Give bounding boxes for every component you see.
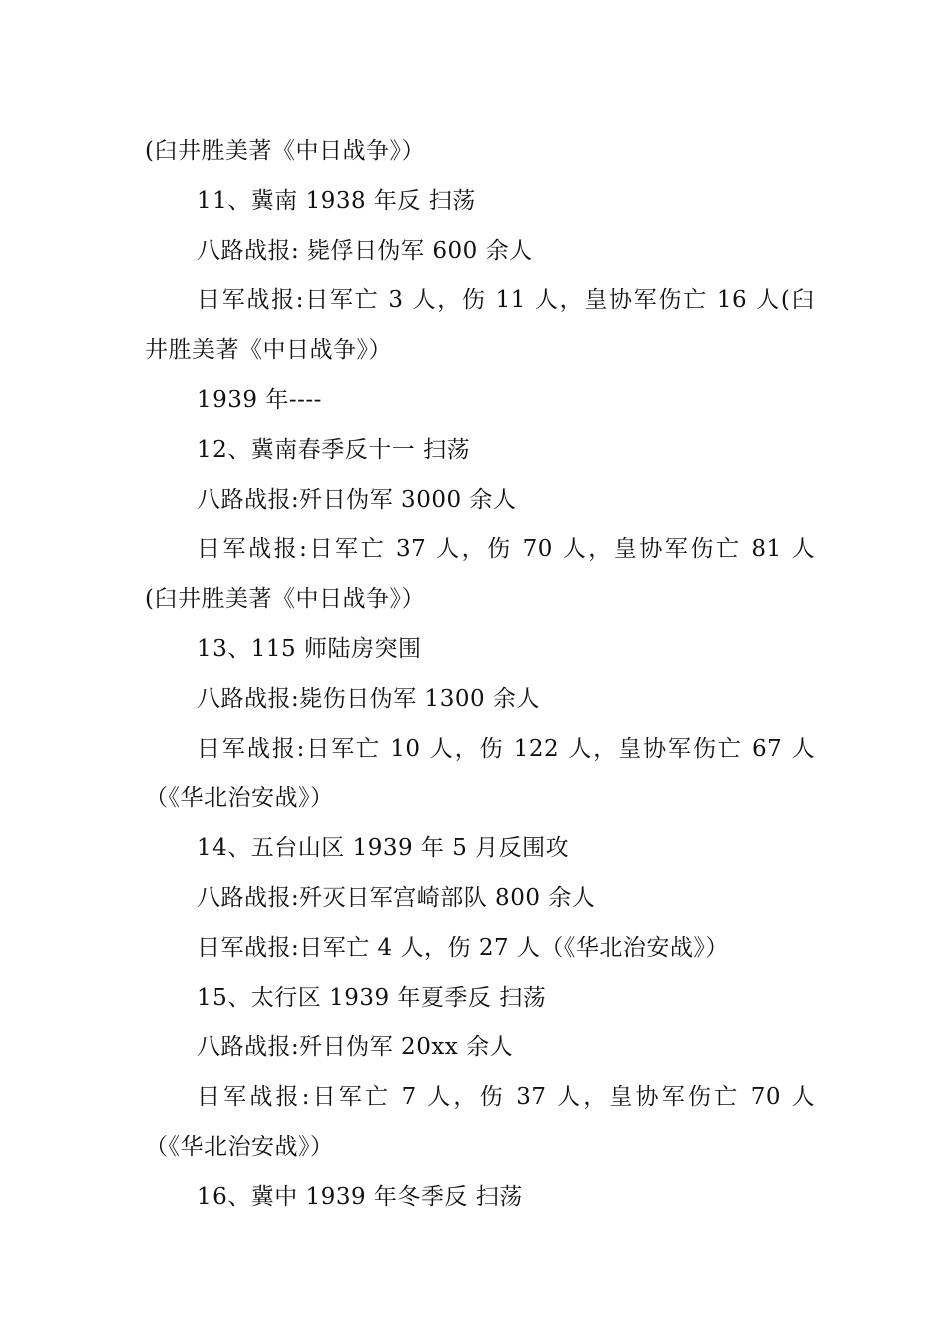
- text-line-22: 16、冀中 1939 年冬季反 扫荡: [197, 1183, 523, 1210]
- text-line-10: (臼井胜美著《中日战争》）: [145, 586, 425, 613]
- text-line-7: 12、冀南春季反十一 扫荡: [197, 436, 471, 463]
- text-line-14: （《华北治安战》）: [145, 785, 334, 812]
- text-line-12: 八路战报:毙伤日伪军 1300 余人: [197, 685, 540, 712]
- text-line-16: 八路战报:歼灭日军宫崎部队 800 余人: [197, 884, 596, 911]
- text-line-19: 八路战报:歼日伪军 20xx 余人: [197, 1034, 514, 1061]
- text-line-1: (臼井胜美著《中日战争》）: [145, 138, 425, 164]
- document-body: [145, 127, 815, 1223]
- text-line-15: 14、五台山区 1939 年 5 月反围攻: [197, 835, 570, 862]
- text-line-18: 15、太行区 1939 年夏季反 扫荡: [197, 984, 547, 1011]
- text-line-3: 八路战报: 毙俘日伪军 600 余人: [197, 237, 533, 264]
- text-line-6: 1939 年----: [197, 386, 322, 413]
- text-line-13: 日军战报:日军亡 10 人，伤 122 人，皇协军伤亡 67 人: [197, 735, 815, 762]
- text-line-21: （《华北治安战》）: [145, 1133, 334, 1160]
- text-line-17: 日军战报:日军亡 4 人，伤 27 人（《华北治安战》）: [197, 934, 729, 961]
- text-line-9: 日军战报:日军亡 37 人，伤 70 人，皇协军伤亡 81 人: [197, 536, 815, 563]
- text-line-20: 日军战报:日军亡 7 人，伤 37 人，皇协军伤亡 70 人: [197, 1084, 815, 1111]
- text-line-4: 日军战报:日军亡 3 人，伤 11 人，皇协军伤亡 16 人(臼: [197, 287, 815, 314]
- text-line-11: 13、115 师陆房突围: [197, 635, 422, 662]
- text-line-8: 八路战报:歼日伪军 3000 余人: [197, 486, 517, 513]
- text-line-2: 11、冀南 1938 年反 扫荡: [197, 187, 476, 214]
- text-line-5: 井胜美著《中日战争》）: [145, 337, 392, 364]
